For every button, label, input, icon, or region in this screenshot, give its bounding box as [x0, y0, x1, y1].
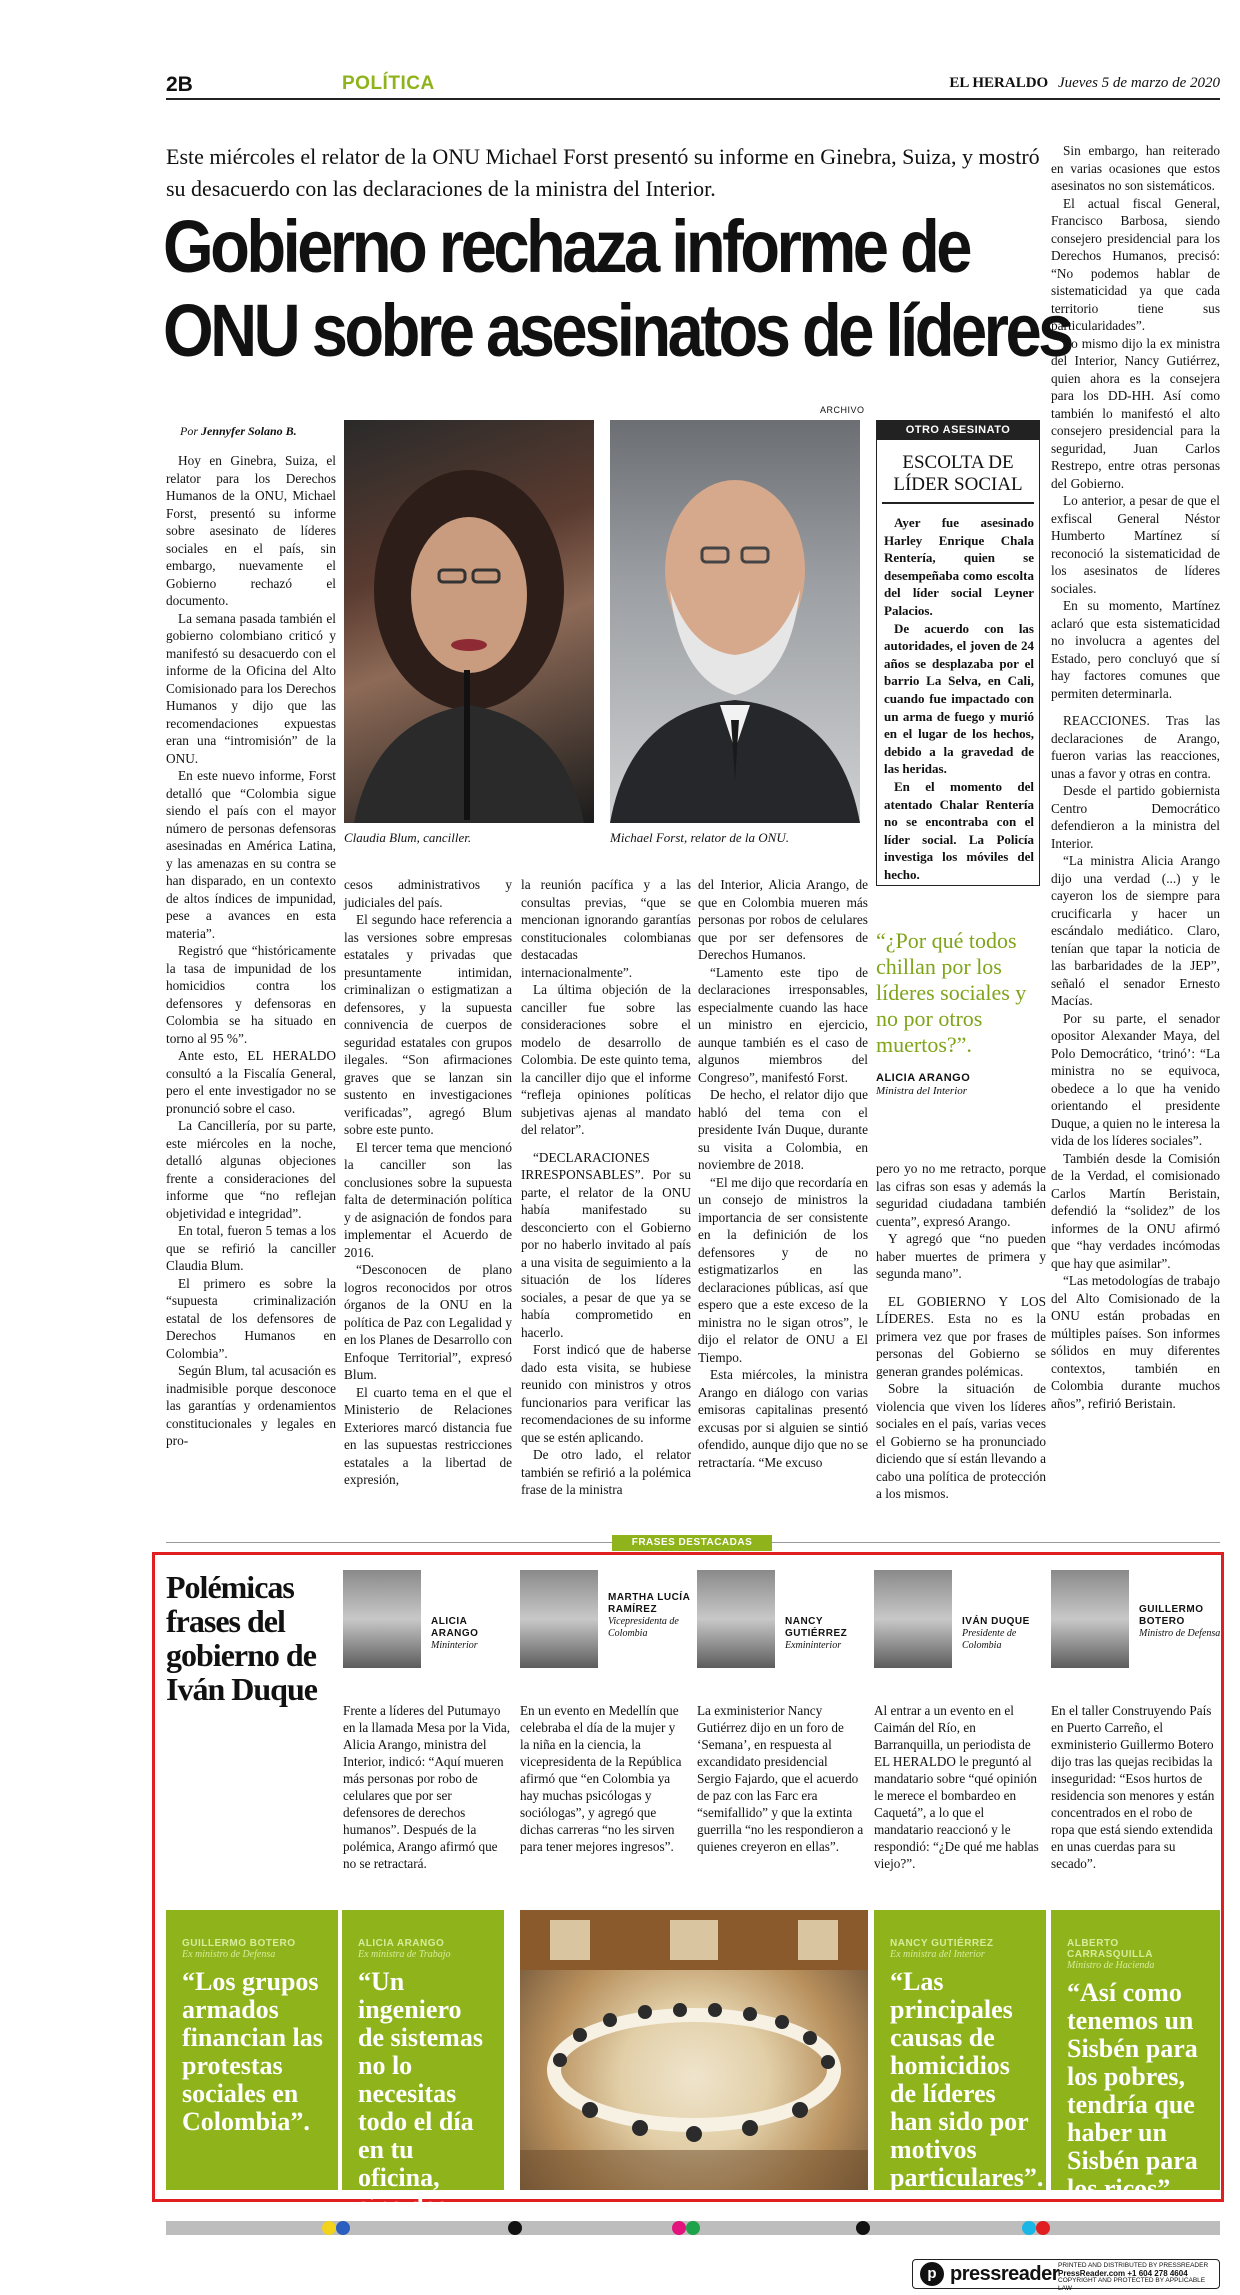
section-name: POLÍTICA [342, 73, 435, 94]
pull-quote-name: ALICIA ARANGO [876, 1072, 971, 1084]
issue-date: Jueves 5 de marzo de 2020 [1057, 75, 1220, 91]
pressreader-wordmark: pressreader [950, 2263, 1060, 2285]
frases-tag: FRASES DESTACADAS [612, 1535, 772, 1551]
paragraph: “DECLARACIONES IRRESPONSABLES”. Por su parte, el relator de la ONU había manifestado su desconcierto con el Gobierno por no haberlo invitado al país a una visita de seguimiento a la situación de los líderes sociales, a pesar de que ya se había comprometido en hacerlo. [521, 1149, 691, 1340]
paragraph: De hecho, el relator dijo que habló del tema con el presidente Iván Duque, durante su visita a Colombia, en noviembre de 2018. [698, 1087, 868, 1172]
paragraph: Lo anterior, a pesar de que el exfiscal General Néstor Humberto Martínez sí reconoció la sistematicidad de los asesinatos de líderes sociales. [1051, 493, 1220, 596]
article-headline [163, 205, 1071, 373]
article-column-1 [166, 452, 336, 1450]
article-column-6 [1051, 142, 1220, 1412]
paragraph: Lo mismo dijo la ex ministra del Interior, Nancy Gutiérrez, quien ahora es la consejera para los DD-HH. Así como también lo manifestó el alto consejero presidencial para la seguridad, Juan Carlos Restrepo, entre otras personas del Gobierno. [1051, 335, 1220, 491]
paragraph: Y agregó que “no pueden haber muertes de primera y segunda mano”. [876, 1231, 1046, 1281]
article-deck: Este miércoles el relator de la ONU Michael Forst presentó su informe en Ginebra, Suiza, y mostró su desacuerdo con las declaraciones de la ministra del Interior. [166, 144, 1040, 201]
person-role: Exmininterior [785, 1640, 842, 1651]
headline-line-2: ONU sobre asesinatos de líderes [163, 289, 1071, 372]
paragraph: Por su parte, el senador opositor Alexander Maya, del Polo Democrático, ‘trinó’: “La ministra no se equivoca, obedece a lo que ha venido orientando el presidente Duque, a quien no le interesa la vida de los líderes sociales”. [1051, 1010, 1220, 1148]
byline-prefix: Por [180, 424, 198, 438]
paragraph: la reunión pacífica y a las consultas previas, “que se mencionan ignorando garantías constitucionales colombianas destacadas internacionalmente”. [521, 877, 691, 980]
person-role: Ministro de Defensa [1139, 1628, 1221, 1639]
paragraph: Desde el partido gobiernista Centro Democrático defendieron a la ministra del Interior. [1051, 783, 1220, 851]
paragraph: Forst indicó que de haberse dado esta visita, se hubiese reunido con ministros y otros funcionarios para verificar las recomendaciones de su informe que se estén aplicando. [521, 1342, 691, 1445]
registration-dot [686, 2221, 700, 2235]
person-quote-context: En el taller Construyendo País en Puerto Carreño, el exministerio Guillermo Botero dijo tras las quejas recibidas la inseguridad: “Esos hurtos de residencia son menores y están concentrados en el robo de ropa que está siendo extendida en unas cuerdas para su secado”. [1051, 1703, 1215, 1871]
fineprint-line: COPYRIGHT AND PROTECTED BY APPLICABLE LAW [1058, 2277, 1206, 2292]
quote-box-botero [166, 1910, 338, 2190]
fineprint-line: PRINTED AND DISTRIBUTED BY PRESSREADER [1058, 2262, 1209, 2269]
paragraph: La Cancillería, por su parte, este miércoles en la noche, detalló algunas objeciones frente a consideraciones del informe que “no reflejan objetividad e integridad”. [166, 1118, 336, 1221]
quote-box-gutierrez [874, 1910, 1046, 2190]
quote-text: “Las principales causas de homicidios de líderes han sido por motivos particulares”. [890, 1967, 1044, 2192]
paragraph: Ante esto, EL HERALDO consultó a la Fiscalía General, pero el ente investigador no se pronunció sobre el caso. [166, 1048, 336, 1116]
avatar [697, 1570, 775, 1668]
registration-dot [322, 2221, 336, 2235]
person-role: Mininterior [431, 1640, 478, 1651]
paragraph: “El me dijo que recordaría en un consejo de ministros la importancia de ser consistente en la definición de los defensores y de no estigmatizarlos en las declaraciones públicas, así que espero que a este exceso de la ministra no le sigan otros”, le dijo el relator de ONU a El Tiempo. [698, 1174, 868, 1365]
article-column-5 [876, 1160, 1046, 1503]
quote-author-role: Ministro de Hacienda [1067, 1960, 1155, 1971]
registration-dot [856, 2221, 870, 2235]
photo-claudia-blum [344, 420, 594, 823]
photo-caption-1: Claudia Blum, canciller. [344, 830, 472, 845]
quote-author: GUILLERMO BOTERO [182, 1938, 296, 1949]
person-quote-context: La exministerior Nancy Gutiérrez dijo en un foro de ‘Semana’, en respuesta al excandidato presidencial Sergio Fajardo, que el acuerdo de paz con las Farc era “semifallido” y que la extinta guerrilla “no les respondieron a quienes creyeron en ellas”. [697, 1703, 864, 1854]
paragraph: En total, fueron 5 temas a los que se refirió la canciller Claudia Blum. [166, 1223, 336, 1273]
masthead-info [800, 75, 1220, 92]
paragraph: Según Blum, tal acusación es inadmisible porque desconoce las garantías y ordenamientos constitucionales y legales en pro- [166, 1363, 336, 1448]
quote-text: “Un ingeniero de sistemas no lo necesitas todo el día en tu oficina, sino dos [358, 1967, 483, 2220]
paragraph: En su momento, Martínez aclaró que esta sistematicidad no involucra a agentes del Estado, pero concluyó que sí hay factores comunes que permiten determinarla. [1051, 598, 1220, 701]
avatar [1051, 1570, 1129, 1668]
pressreader-fineprint [1058, 2262, 1218, 2292]
paragraph: El segundo hace referencia a las versiones sobre empresas estatales y privadas que presuntamente intimidan, criminalizan o estigmatizan a defensores, y la supuesta connivencia de cuerpos de seguridad estatales con grupos ilegales. “Son afirmaciones graves que se lanzan sin sustento en investigaciones verificadas”, agregó Blum sobre este punto. [344, 912, 512, 1137]
pull-quote: “¿Por qué todos chillan por los líderes sociales y no por otros muertos?”. [876, 928, 1027, 1057]
registration-dot [1036, 2221, 1050, 2235]
quote-author-role: Ex ministra de Trabajo [358, 1949, 451, 1960]
paragraph: EL GOBIERNO Y LOS LÍDERES. Esta no es la primera vez que por frases de personas del Gobierno se generan grandes polémicas. [876, 1293, 1046, 1379]
paragraph: “Lamento este tipo de declaraciones irresponsables, especialmente cuando las hace un ministro en ejercicio, aunque también es el caso de algunos miembros del Congreso”, manifestó Forst. [698, 964, 868, 1085]
paragraph: Sobre la situación de violencia que viven los líderes sociales en el país, varias veces el Gobierno se ha pronunciado diciendo que sí están llevando a cabo una política de protección a los mismos. [876, 1381, 1046, 1501]
photo-michael-forst [610, 420, 860, 823]
registration-dot [508, 2221, 522, 2235]
paragraph: El primero es sobre la “supuesta criminalización estatal de los defensores de Derechos Humanos en Colombia”. [166, 1275, 336, 1361]
header-rule [166, 98, 1220, 100]
quote-text: “Los grupos armados financian las protestas sociales en Colombia”. [182, 1967, 323, 2136]
meeting-photo [520, 1910, 868, 2190]
article-column-4 [698, 876, 868, 1471]
person-name: IVÁN DUQUE [962, 1616, 1030, 1627]
paragraph: “Las metodologías de trabajo del Alto Comisionado de la ONU están probadas en múltiples países. Son informes sólidos en muy diferentes contextos, también en Colombia durante muchos años”, refirió Beristain. [1051, 1273, 1220, 1411]
person-role: Presidente de Colombia [962, 1628, 1017, 1651]
paragraph: Esta miércoles, la ministra Arango en diálogo con varias emisoras capitalinas presentó excusas por si alguien se sintió ofendido, aunque dijo que no se retractaría. “Me excuso [698, 1367, 868, 1470]
paragraph: El cuarto tema en el que el Ministerio de Relaciones Exteriores marcó distancia fue en las supuestas restricciones estatales a la libertad de expresión, [344, 1384, 512, 1487]
paragraph: del Interior, Alicia Arango, de que en Colombia mueren más personas por robos de celulares que por ser defensores de Derechos Humanos. [698, 877, 868, 962]
paragraph: De otro lado, el relator también se refirió a la polémica frase de la ministra [521, 1447, 691, 1497]
byline-author: Jennyfer Solano B. [201, 424, 297, 438]
sidebar-paragraph: En el momento del atentado Chalar Rentería no se encontraba con el líder social. La Policía investiga los móviles del hecho. [884, 778, 1034, 882]
quote-text: “Así como tenemos un Sisbén para los pobres, tendría que haber un Sisbén para los ricos”. [1067, 1978, 1198, 2203]
paragraph: El tercer tema que mencionó la canciller son las conclusiones sobre la supuesta falta de determinación política y de asignación de fondos para implementar el Acuerdo de 2016. [344, 1139, 512, 1260]
paragraph: También desde la Comisión de la Verdad, el comisionado Carlos Martín Beristain, defendió la “solidez” de los informes de la ONU afirmó que “hay verdades incómodas que hay que asimilar”. [1051, 1150, 1220, 1271]
sidebar-paragraph: Ayer fue asesinado Harley Enrique Chala Rentería, quien se desempeñaba como escolta del líder social Leyner Palacios. [884, 515, 1034, 618]
newspaper-name: EL HERALDO [949, 75, 1049, 91]
person-quote-context: En un evento en Medellín que celebraba el día de la mujer y la niña en la ciencia, la vicepresidenta de la República afirmó que “en Colombia ya hay muchas psicólogas y sociólogas”, y agregó que dichas carreras “no les sirven para tener mejores ingresos”. [520, 1703, 682, 1854]
paragraph: Hoy en Ginebra, Suiza, el relator para los Derechos Humanos de la ONU, Michael Forst, presentó su informe sobre asesinato de líderes sociales en el país, sin embargo, nuevamente el Gobierno rechazó el documento. [166, 453, 336, 608]
quote-author-role: Ex ministro de Defensa [182, 1949, 276, 1960]
registration-dot [336, 2221, 350, 2235]
person-name: GUILLERMO BOTERO [1139, 1604, 1204, 1627]
avatar [520, 1570, 598, 1668]
paragraph: cesos administrativos y judiciales del país. [344, 877, 512, 910]
article-column-3 [521, 876, 691, 1499]
paragraph: pero yo no me retracto, porque las cifras son esas y además la seguridad ciudadana también cuenta”, expresó Arango. [876, 1161, 1046, 1229]
quote-box-arango [342, 1910, 504, 2220]
paragraph: Sin embargo, han reiterado en varias ocasiones que estos asesinatos no son sistemáticos. [1051, 143, 1220, 193]
paragraph: La última objeción de la canciller fue sobre las consideraciones sobre el modelo de desarrollo de Colombia. De este quinto tema, la canciller dijo que el informe “refleja opiniones políticas subjetivas ajenas al mandato del relator”. [521, 982, 691, 1137]
pull-quote-role: Ministra del Interior [876, 1085, 968, 1097]
paragraph: “Desconocen de plano logros reconocidos por otros órganos de la ONU en la política de Paz con Legalidad y en los Planes de Desarrollo con Enfoque Territorial”, expresó Blum. [344, 1262, 512, 1382]
pressreader-logo-icon: p [920, 2262, 944, 2286]
avatar [874, 1570, 952, 1668]
quote-author-role: Ex ministra del Interior [890, 1949, 985, 1960]
person-name: MARTHA LUCÍA RAMÍREZ [608, 1592, 690, 1615]
paragraph: REACCIONES. Tras las declaraciones de Arango, fueron varias las reacciones, unas a favor y otras en contra. [1051, 713, 1220, 781]
person-role: Vicepresidenta de Colombia [608, 1616, 679, 1639]
paragraph: “La ministra Alicia Arango dijo una verdad (...) y le cayeron los de siempre para crucificarla y hacer un escándalo mediático. Claro, tenían que tapar la noticia de las barbaridades de la JEP”, señaló el senador Ernesto Macías. [1051, 853, 1220, 1008]
byline [180, 424, 297, 439]
person-quote-context: Frente a líderes del Putumayo en la llamada Mesa por la Vida, Alicia Arango, ministra del Interior, indicó: “Aquí mueren más personas por robo de celulares que por ser defensores de derechos humanos”. Después de la polémica, Arango afirmó que no se retractará. [343, 1703, 511, 1871]
sidebar-title: ESCOLTA DE LÍDER SOCIAL [882, 452, 1034, 504]
registration-dot [672, 2221, 686, 2235]
quote-author: NANCY GUTIÉRREZ [890, 1938, 994, 1949]
fineprint-line: PressReader.com +1 604 278 4604 [1058, 2268, 1188, 2278]
sidebar-tag: OTRO ASESINATO [876, 420, 1040, 440]
paragraph: La semana pasada también el gobierno colombiano criticó y manifestó su desacuerdo con el informe de la Oficina del Alto Comisionado para los Derechos Humanos y dijo que las recomendaciones expuestas eran una “intromisión” de la ONU. [166, 610, 336, 766]
sidebar-paragraph: De acuerdo con las autoridades, el joven de 24 años se desplazaba por el barrio La Selva, en Cali, cuando fue impactado con un arma de fuego y murió en el lugar de los hechos, debido a la gravedad de las heridas. [884, 620, 1034, 777]
registration-dot [1022, 2221, 1036, 2235]
quote-author: ALICIA ARANGO [358, 1938, 445, 1949]
article-column-2 [344, 876, 512, 1489]
sidebar-body [884, 514, 1034, 883]
person-name: ALICIA ARANGO [431, 1616, 479, 1639]
headline-line-1: Gobierno rechaza informe de [163, 205, 969, 288]
quote-author: ALBERTO CARRASQUILLA [1067, 1938, 1153, 1960]
paragraph: En este nuevo informe, Forst detalló que “Colombia sigue siendo el país con el mayor número de personas defensoras asesinadas en América Latina, y las amenazas en su contra se han disparado, en un contexto de altos índices de impunidad, pese a avances en esta materia”. [166, 768, 336, 941]
frases-title: Polémicas frases del gobierno de Iván Duque [166, 1569, 317, 1707]
page-number: 2B [166, 73, 193, 96]
paragraph: El actual fiscal General, Francisco Barbosa, siendo consejero presidencial para los Derechos Humanos, precisó: “No podemos hablar de sistematicidad ya que cada territorio tiene sus particularidades”. [1051, 195, 1220, 333]
photo-credit: ARCHIVO [820, 405, 865, 415]
paragraph: Registró que “históricamente la tasa de impunidad de los homicidios contra los defensores y defensoras en Colombia se ha situado en torno al 95 %”. [166, 943, 336, 1046]
person-name: NANCY GUTIÉRREZ [785, 1616, 848, 1639]
person-quote-context: Al entrar a un evento en el Caimán del Río, en Barranquilla, un periodista de EL HERALDO le preguntó al mandatario sobre “qué opinión le merece el bombardeo en Caquetá”, a lo que el mandatario reaccionó y le respondió: “¿De qué me hablas viejo?”. [874, 1703, 1039, 1871]
avatar [343, 1570, 421, 1668]
photo-caption-2: Michael Forst, relator de la ONU. [610, 830, 789, 845]
quote-box-carrasquilla [1051, 1910, 1220, 2203]
